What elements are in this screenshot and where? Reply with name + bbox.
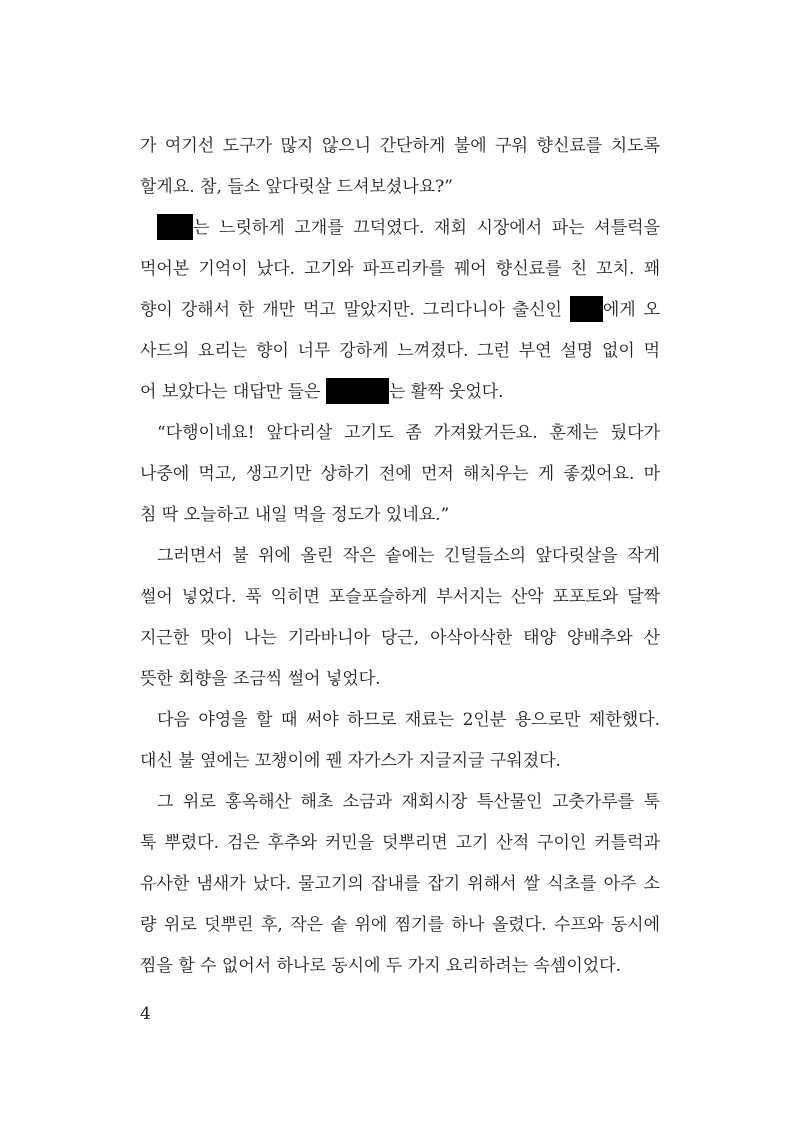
- line-text: 먹어본 기억이 났다. 고기와 파프리카를 꿰어 향신료를 친 꼬치. 꽤: [140, 259, 660, 279]
- text-line: [140, 577, 660, 618]
- line-text: 할게요. 참, 들소 앞다릿살 드셔보셨나요?”: [140, 177, 453, 197]
- text-line: [140, 618, 660, 659]
- line-text: 그러면서 불 위에 올린 작은 솥에는 긴털들소의 앞다릿살을 작게: [157, 546, 660, 566]
- line-text: 침 딱 오늘하고 내일 먹을 정도가 있네요.”: [140, 505, 450, 525]
- line-text: 사드의 요리는 향이 너무 강하게 느껴졌다. 그런 부연 설명 없이 먹: [140, 341, 660, 361]
- text-line: [140, 700, 660, 741]
- line-text: 지근한 맛이 나는 기라바니아 당근, 아삭아삭한 태양 양배추와 산: [140, 628, 660, 648]
- line-text: 썰어 넣었다. 푹 익히면 포슬포슬하게 부서지는 산악 포포토와 달짝: [140, 587, 660, 607]
- text-line: [140, 454, 660, 495]
- page-number: 4: [140, 1004, 151, 1024]
- text-line: [140, 372, 660, 413]
- line-text: 향이 강해서 한 개만 먹고 말았지만. 그리다니아 출신인: [140, 300, 570, 320]
- line-text: 에게 오: [602, 300, 660, 320]
- line-text: 가 여기선 도구가 많지 않으니 간단하게 불에 구워 향신료를 치도록: [140, 136, 660, 156]
- line-text: 다음 야영을 할 때 써야 하므로 재료는 2인분 용으로만 제한했다.: [157, 710, 660, 730]
- line-text: 툭 뿌렸다. 검은 후추와 커민을 덧뿌리면 고기 산적 구이인 커틀럭과: [140, 833, 660, 853]
- line-text: 나중에 먹고, 생고기만 상하기 전에 먼저 해치우는 게 좋겠어요. 마: [140, 464, 660, 484]
- line-text: 유사한 냄새가 났다. 물고기의 잡내를 잡기 위해서 쌀 식초를 아주 소: [140, 874, 660, 894]
- text-line: [140, 536, 660, 577]
- text-line: [140, 413, 660, 454]
- line-text: 대신 불 옆에는 꼬챙이에 꿴 자가스가 지글지글 구워졌다.: [140, 751, 561, 771]
- text-line: [140, 741, 660, 782]
- text-line: [140, 823, 660, 864]
- redacted-name: [326, 378, 389, 404]
- line-text: 는 느릿하게 고개를 끄덕였다. 재회 시장에서 파는 셔틀럭을: [193, 218, 660, 238]
- line-text: 어 보았다는 대답만 들은: [140, 382, 326, 402]
- text-line: [140, 249, 660, 290]
- line-text: 그 위로 홍옥해산 해초 소금과 재회시장 특산물인 고춧가루를 툭: [157, 792, 660, 812]
- line-text: 찜을 할 수 없어서 하나로 동시에 두 가지 요리하려는 속셈이었다.: [140, 956, 622, 976]
- text-line: [140, 331, 660, 372]
- text-line: [140, 290, 660, 331]
- body-text: [140, 126, 660, 987]
- text-line: [140, 946, 660, 987]
- text-line: [140, 782, 660, 823]
- redacted-name: [570, 296, 603, 322]
- text-line: [140, 495, 660, 536]
- text-line: [140, 167, 660, 208]
- line-text: 뜻한 회향을 조금씩 썰어 넣었다.: [140, 669, 381, 689]
- text-line: [140, 208, 660, 249]
- redacted-name: [157, 214, 193, 240]
- text-line: [140, 659, 660, 700]
- text-line: [140, 126, 660, 167]
- text-line: [140, 864, 660, 905]
- text-line: [140, 905, 660, 946]
- line-text: “다행이네요! 앞다리살 고기도 좀 가져왔거든요. 훈제는 뒀다가: [157, 423, 660, 443]
- line-text: 량 위로 덧뿌린 후, 작은 솥 위에 찜기를 하나 올렸다. 수프와 동시에: [140, 915, 660, 935]
- line-text: 는 활짝 웃었다.: [388, 382, 504, 402]
